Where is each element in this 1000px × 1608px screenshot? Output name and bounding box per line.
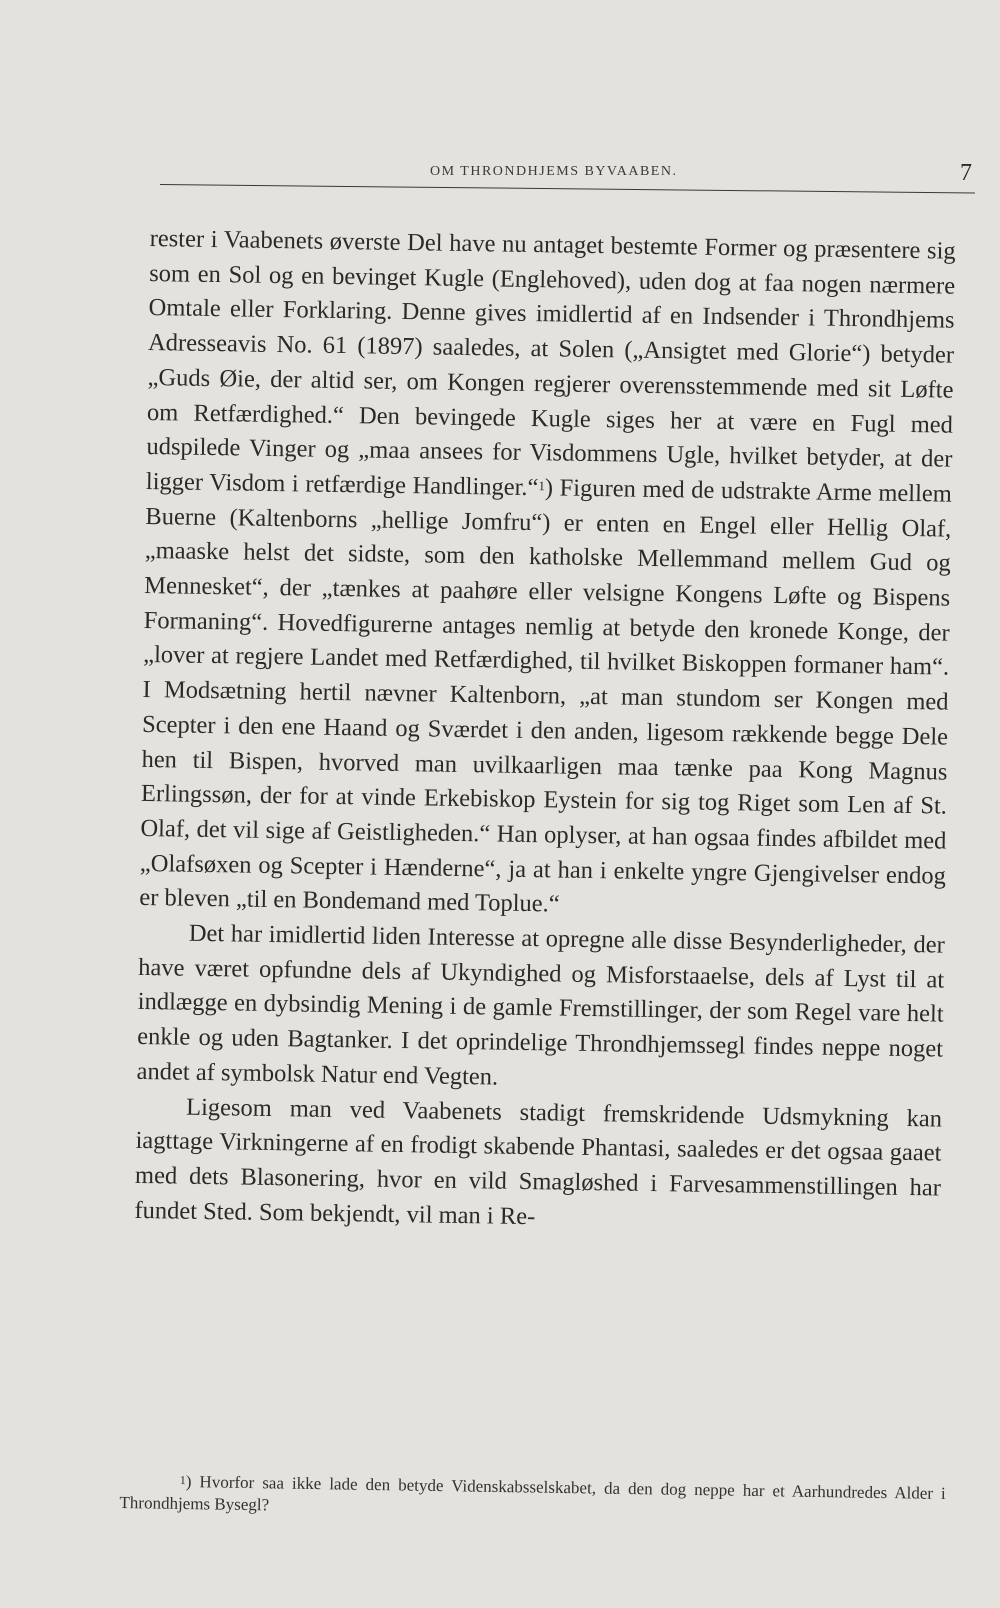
paragraph: Ligesom man ved Vaabenets stadigt fremskridende Udsmykning kan iagttage Virkningerne af en frodigt skabende Phantasi, saaledes er det ogsaa gaaet med dets Blasonering, hvor en vild Smagløshed i Farvesammenstillingen har fundet Sted. Som bekjendt, vil man i Re- [134,1093,943,1230]
paragraph-text: ) Figuren med de udstrakte Arme mellem Buerne (Kaltenborns „hellige Jomfru“) er enten en Engel eller Hellig Olaf, „maaske helst det sidste, som den katholske Mellemmand mellem Gud og Mennesket“, der „tænkes at paahøre eller velsigne Kongens Løfte og Bispens Formaning“. Hovedfigurerne antages nemlig at betyde den kronede Konge, der „lover at regjere Landet med Retfærdighed, til hvilket Biskoppen formaner ham“. I Modsætning hertil nævner Kaltenborn, „at man stundom ser Kongen med Scepter i den ene Haand og Sværdet i den anden, ligesom rækkende begge Dele hen til Bispen, hvorved man uvilkaarligen maa tænke paa Kong Magnus Erlingssøn, der for at vinde Erkebiskop Eystein for sig tog Riget som Len af St. Olaf, det vil sige af Geistligheden.“ Han oplyser, at han ogsaa findes afbildet med „Olafsøxen og Scepter i Hænderne“, ja at han i enkelte yngre Gjengivelser endog er bleven „til en Bondemand med Toplue.“ [139,474,953,918]
running-title: OM THRONDHJEMS BYVAABEN. [430,164,678,179]
paragraph: Det har imidlertid liden Interesse at opregne alle disse Besynderligheder, der have været opfundne dels af Ukyndighed og Misforstaaelse, dels af Lyst til at indlægge en dybsindig Mening i de gamle Fremstillinger, der som Regel vare helt enkle og uden Bagtanker. I det oprindelige Throndhjemssegl findes neppe noget andet af symbolsk Natur end Vegten. [136,919,945,1091]
footnote [119,1470,946,1527]
header-rule [160,184,975,194]
footnote-text: ) Hvorfor saa ikke lade den betyde Videnskabsselskabet, da den dog neppe har et Aarhundredes Alder i Throndhjems Bysegl? [119,1472,946,1515]
footnote-marker: 1 [179,1472,186,1488]
paragraph-continued [139,222,956,929]
footnote-reference: 1 [538,478,546,494]
page-number: 7 [960,160,972,186]
page-header [160,160,980,194]
paragraph-text: rester i Vaabenets øverste Del have nu antaget bestemte Former og præsentere sig som en Sol og en bevinget Kugle (Englehoved), uden dog at faa nogen nærmere Omtale eller Forklaring. Denne gives imidlertid af en Indsender i Throndhjems Adresseavis No. 61 (1897) saaledes, at Solen („Ansigtet med Glorie“) betyder „Guds Øie, der altid ser, om Kongen regjerer overensstemmende med sit Løfte om Retfærdighed.“ Den bevingede Kugle siges her at være en Fugl med udspilede Vinger og „maa ansees for Visdommens Ugle, hvilket betyder, at der ligger Visdom i retfærdige Handlinger.“ [145,224,956,502]
body-text [134,222,956,1241]
